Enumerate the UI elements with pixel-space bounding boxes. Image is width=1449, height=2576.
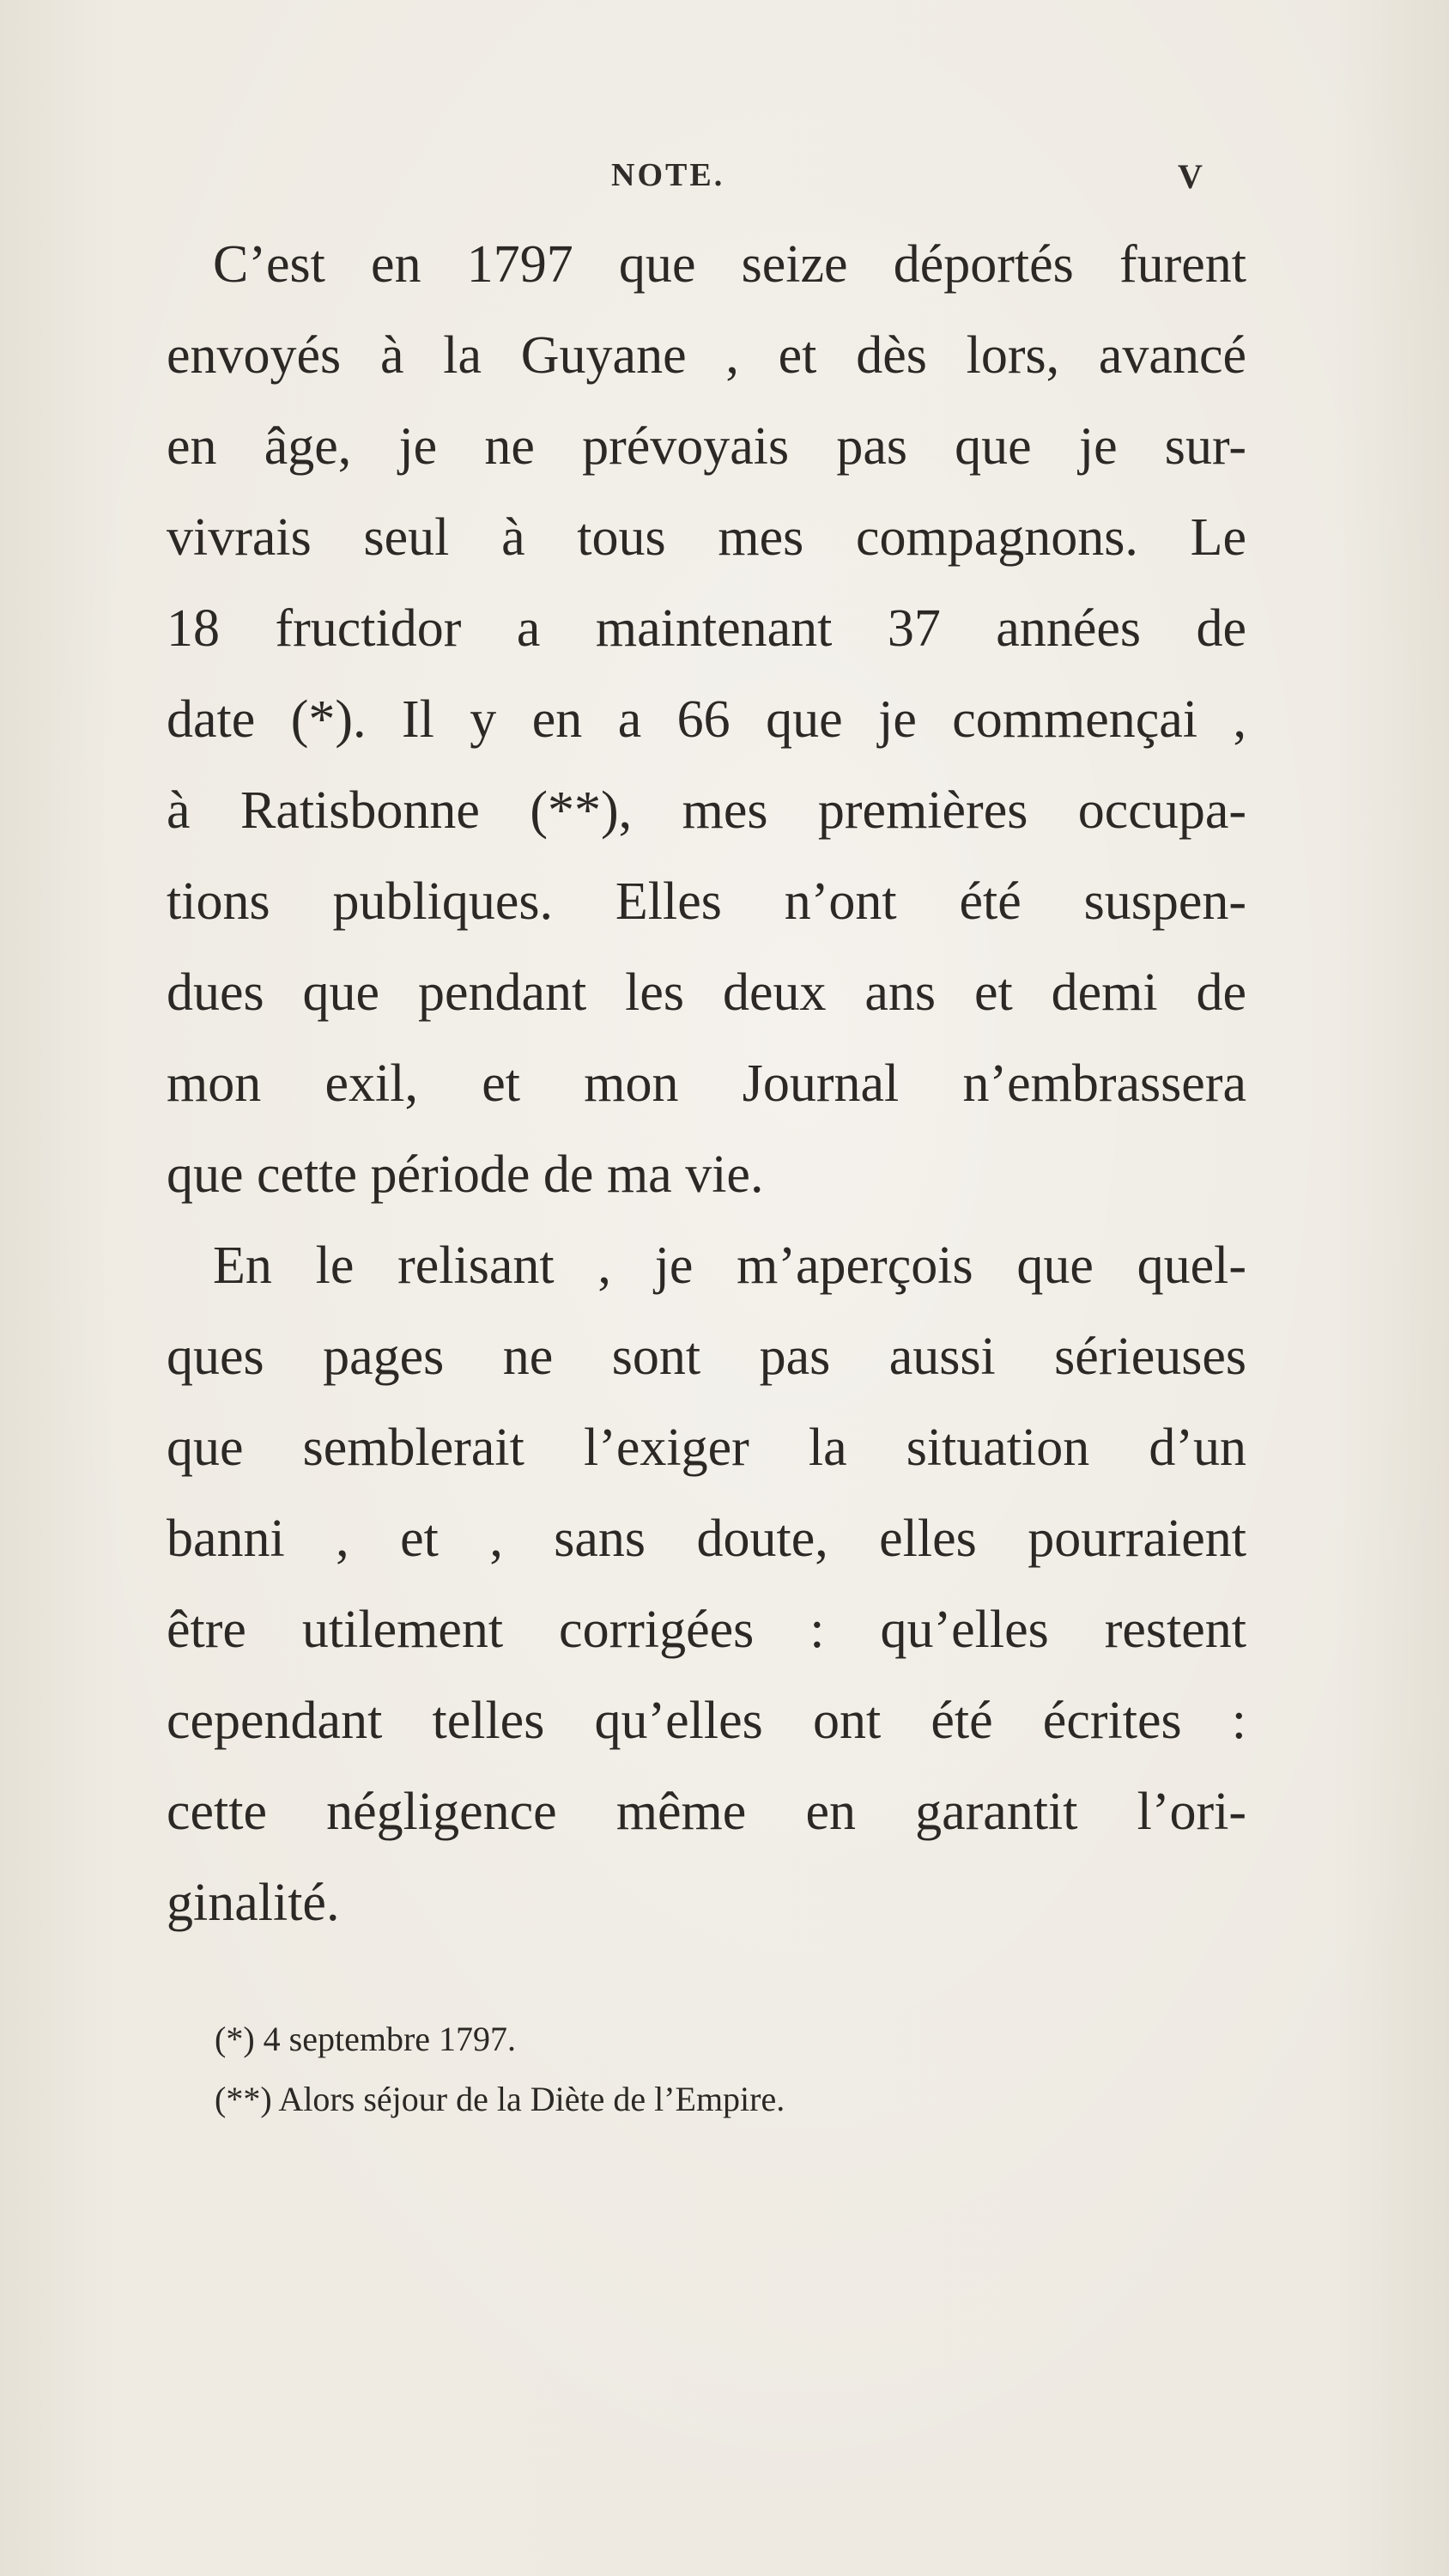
running-title: NOTE.: [611, 157, 725, 193]
text-line: que cette période de ma vie.: [167, 1145, 764, 1204]
footnote-2: (**) Alors séjour de la Diète de l’Empire.: [215, 2080, 785, 2118]
footnote-1: (*) 4 septembre 1797.: [215, 2020, 517, 2058]
paragraph-2: [167, 1220, 1246, 1948]
text-line: vivrais seul à tous mes compagnons. Le: [167, 508, 1246, 567]
text-line: en âge, je ne prévoyais pas que je sur-: [167, 417, 1246, 476]
text-line: cependant telles qu’elles ont été écrites :: [167, 1692, 1246, 1750]
paragraph-1: [167, 219, 1246, 1220]
text-line: C’est en 1797 que seize déportés furent: [213, 235, 1246, 294]
text-line: être utilement corrigées : qu’elles restent: [167, 1601, 1246, 1659]
text-line: envoyés à la Guyane , et dès lors, avancé: [167, 326, 1246, 385]
body-text: [167, 219, 1246, 1948]
text-line: cette négligence même en garantit l’ori-: [167, 1783, 1246, 1841]
text-line: à Ratisbonne (**), mes premières occupa-: [167, 781, 1246, 840]
text-line: En le relisant , je m’aperçois que quel-: [213, 1236, 1246, 1295]
text-line: ques pages ne sont pas aussi sérieuses: [167, 1327, 1246, 1386]
running-head: [0, 156, 1449, 208]
text-line: 18 fructidor a maintenant 37 années de: [167, 599, 1246, 658]
text-line: banni , et , sans doute, elles pourraient: [167, 1510, 1246, 1568]
text-line: mon exil, et mon Journal n’embrassera: [167, 1054, 1246, 1113]
text-line: tions publiques. Elles n’ont été suspen-: [167, 872, 1246, 931]
page-number: V: [1178, 157, 1203, 196]
text-line: dues que pendant les deux ans et demi de: [167, 963, 1246, 1022]
text-line: que semblerait l’exiger la situation d’un: [167, 1419, 1246, 1477]
text-line: ginalité.: [167, 1874, 340, 1932]
footnotes: [215, 2009, 1073, 2129]
text-line: date (*). Il y en a 66 que je commençai ,: [167, 690, 1246, 749]
